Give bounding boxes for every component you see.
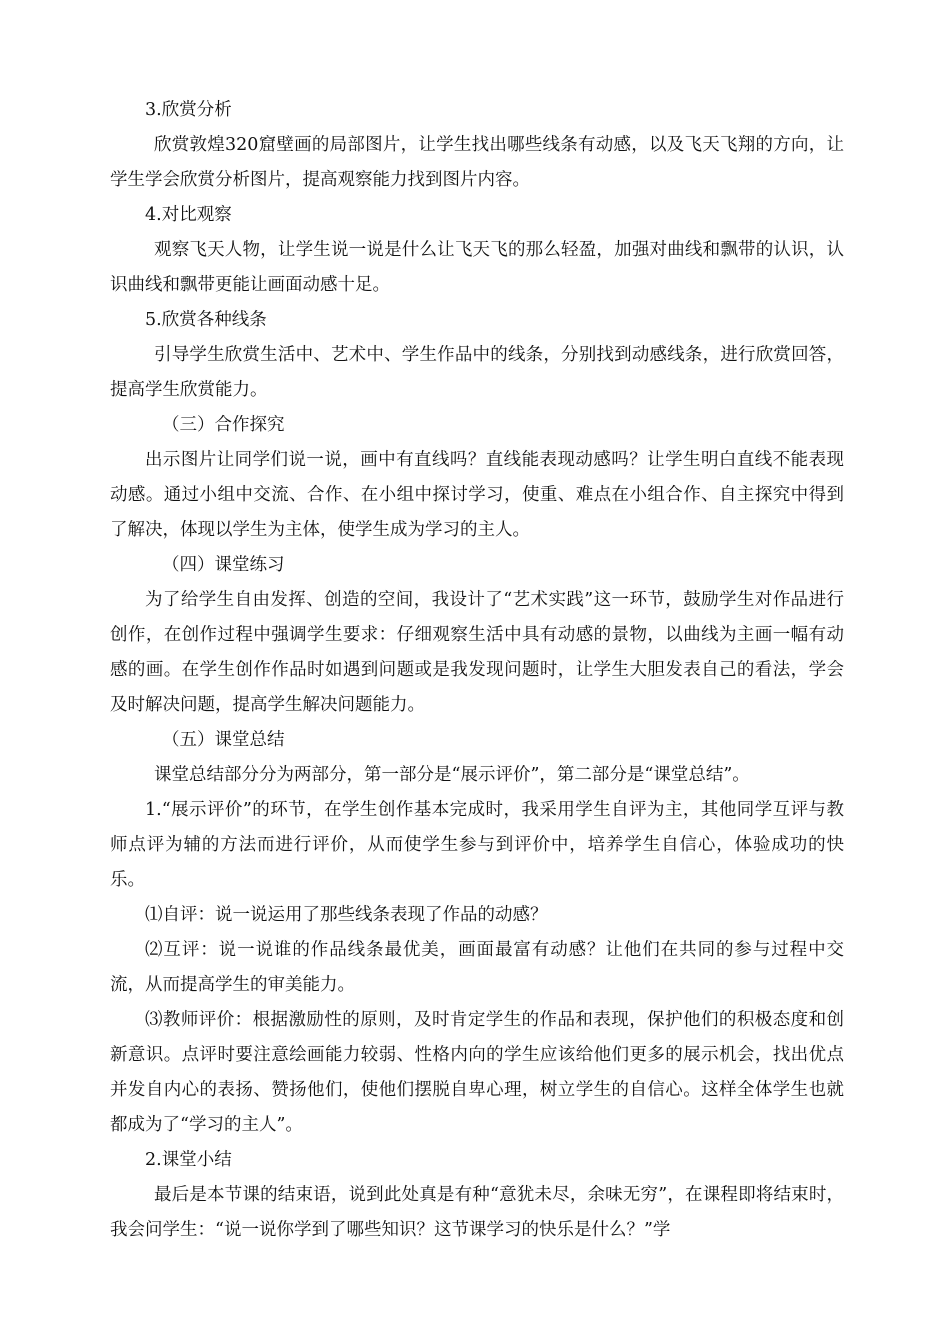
- list-item-peer-evaluation: ⑵互评：说一说谁的作品线条最优美，画面最富有动感？让他们在共同的参与过程中交流，从而提高学生的审美能力。: [110, 940, 844, 995]
- paragraph: 为了给学生自由发挥、创造的空间，我设计了“艺术实践”这一环节，鼓励学生对作品进行创作，在创作过程中强调学生要求：仔细观察生活中具有动感的景物，以曲线为主画一幅有动感的画。在学生创作作品时如遇到问题或是我发现问题时，让学生大胆发表自己的看法，学会及时解决问题，提高学生解决问题能力。: [110, 590, 844, 715]
- paragraph: 出示图片让同学们说一说，画中有直线吗？直线能表现动感吗？让学生明白直线不能表现动感。通过小组中交流、合作、在小组中探讨学习，使重、难点在小组合作、自主探究中得到了解决，体现以学生为主体，使学生成为学习的主人。: [110, 450, 844, 540]
- paragraph: 引导学生欣赏生活中、艺术中、学生作品中的线条，分别找到动感线条，进行欣赏回答，提高学生欣赏能力。: [110, 345, 844, 400]
- section-heading-cooperative-inquiry: （三）合作探究: [162, 415, 285, 435]
- subheading-lesson-summary: 2.课堂小结: [145, 1150, 232, 1170]
- subheading-contrast-observation: 4.对比观察: [145, 205, 232, 225]
- paragraph: 课堂总结部分分为两部分，第一部分是“展示评价”，第二部分是“课堂总结”。: [154, 765, 750, 785]
- subheading-appreciate-lines: 5.欣赏各种线条: [145, 310, 267, 330]
- list-item-self-evaluation: ⑴自评：说一说运用了那些线条表现了作品的动感？: [145, 905, 548, 925]
- list-item-teacher-evaluation: ⑶教师评价：根据激励性的原则，及时肯定学生的作品和表现，保护他们的积极态度和创新意识。点评时要注意绘画能力较弱、性格内向的学生应该给他们更多的展示机会，找出优点并发自内心的表扬、赞扬他们，使他们摆脱自卑心理，树立学生的自信心。这样全体学生也就都成为了“学习的主人”。: [110, 1010, 844, 1135]
- paragraph: 最后是本节课的结束语，说到此处真是有种“意犹未尽，余味无穷”，在课程即将结束时，我会问学生：“说一说你学到了哪些知识？这节课学习的快乐是什么？”学: [110, 1185, 844, 1240]
- subheading-appreciation-analysis: 3.欣赏分析: [145, 100, 232, 120]
- paragraph: 欣赏敦煌320窟壁画的局部图片，让学生找出哪些线条有动感，以及飞天飞翔的方向，让学生学会欣赏分析图片，提高观察能力找到图片内容。: [110, 135, 844, 190]
- paragraph-display-evaluation: 1.“展示评价”的环节，在学生创作基本完成时，我采用学生自评为主，其他同学互评与教师点评为辅的方法而进行评价，从而使学生参与到评价中，培养学生自信心，体验成功的快乐。: [110, 800, 844, 890]
- section-heading-classroom-practice: （四）课堂练习: [162, 555, 285, 575]
- document-body: [110, 93, 844, 1248]
- section-heading-classroom-summary: （五）课堂总结: [162, 730, 285, 750]
- paragraph: 观察飞天人物，让学生说一说是什么让飞天飞的那么轻盈，加强对曲线和飘带的认识，认识曲线和飘带更能让画面动感十足。: [110, 240, 844, 295]
